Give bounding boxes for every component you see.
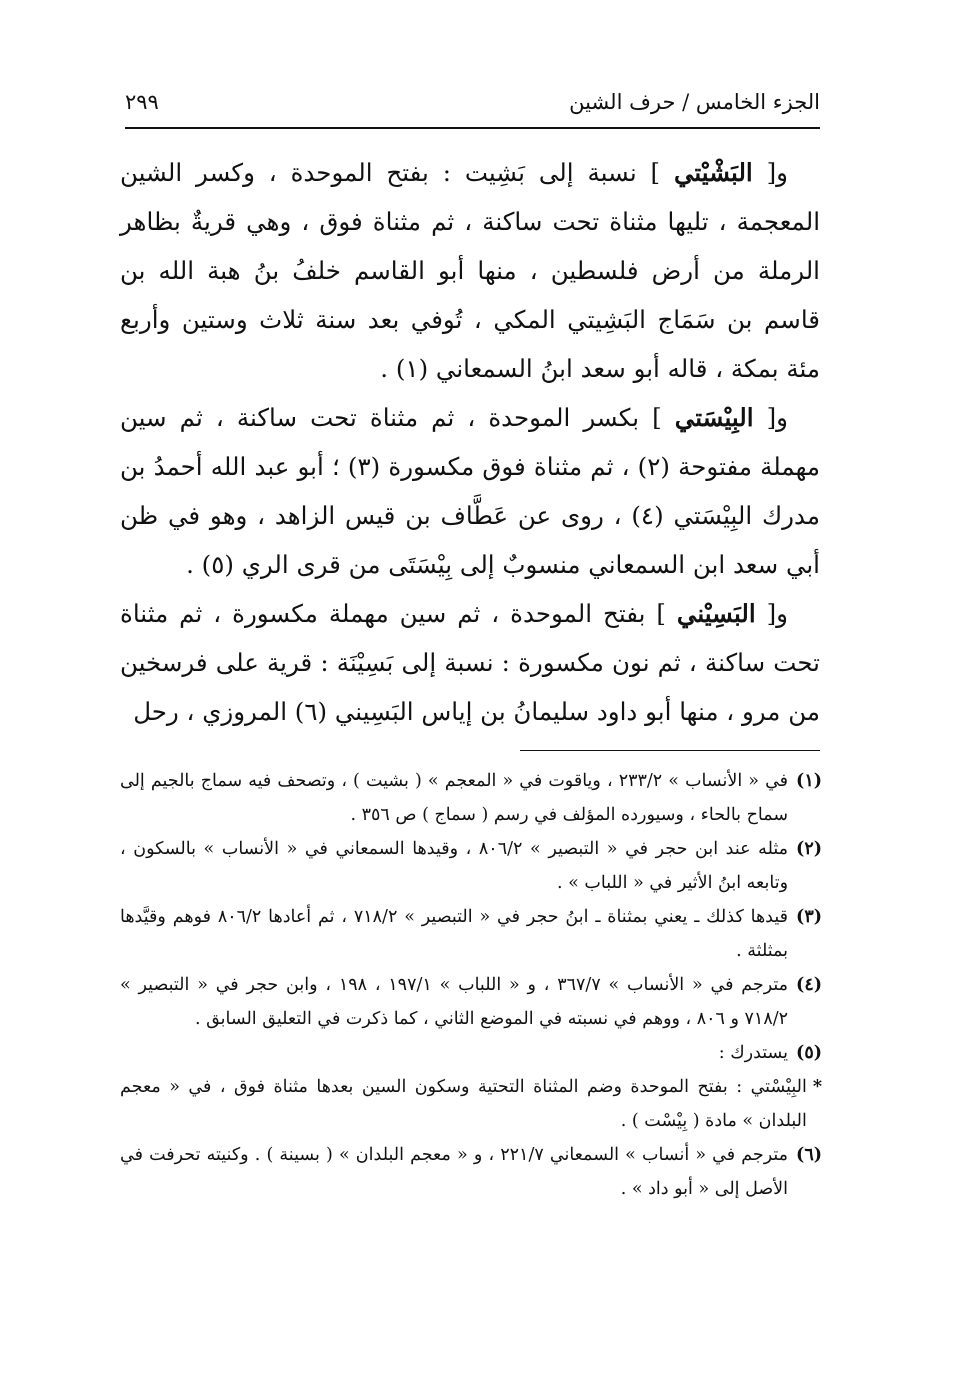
footnote-text: مثله عند ابن حجر في « التبصير » ٨٠٦/٢ ، وقيدها السمعاني في « الأنساب » بالسكون ، وتابعه ابنُ الأثير في « اللباب » . (120, 839, 789, 893)
footnotes (120, 764, 822, 1206)
running-title: الجزء الخامس / حرف الشين (569, 90, 820, 114)
footnote (120, 968, 822, 1036)
entry-prefix: و[ (766, 403, 788, 432)
footnote-rule (520, 750, 820, 751)
entry-text: ] نسبة إلى بَشِيت : بفتح الموحدة ، وكسر الشين المعجمة ، تليها مثناة تحت ساكنة ، ثم مثناة فوق ، وهي قريةٌ بظاهر الرملة من أرض فلسطين ، منها أبو القاسم خلفُ بنُ هبة الله بن قاسم بن سَمَاج البَشِيتي المكي ، تُوفي بعد سنة ثلاث وستين وأربع مئة بمكة ، قاله أبو سعد ابنُ السمعاني (١) . (120, 158, 820, 383)
entry-paragraph (120, 148, 820, 393)
footnote-number: (٥) (796, 1043, 822, 1063)
footnote (120, 1036, 822, 1070)
entry-text: ] بفتح الموحدة ، ثم سين مهملة مكسورة ، ثم مثناة تحت ساكنة ، ثم نون مكسورة : نسبة إلى بَسِيْنَة : قرية على فرسخين من مرو ، منها أبو داود سليمانُ بن إياس البَسِيني (٦) المروزي ، رحل (120, 599, 820, 726)
footnote-number: (٤) (796, 975, 822, 995)
footnote-text: مترجم في « الأنساب » ٣٦٧/٧ ، و « اللباب » ١٩٧/١ ، ١٩٨ ، وابن حجر في « التبصير » ٧١٨/٢ و ٨٠٦ ، ووهم في نسبته في الموضع الثاني ، كما ذكرت في التعليق السابق . (120, 975, 789, 1029)
footnote (120, 900, 822, 968)
entry-paragraph (120, 393, 820, 589)
entry-name: البَسِيْني (676, 599, 756, 628)
footnote-text: قيدها كذلك ـ يعني بمثناة ـ ابنُ حجر في « التبصير » ٧١٨/٢ ، ثم أعادها ٨٠٦/٢ فوهم وقيَّدها بمثلثة . (120, 907, 789, 961)
entry-paragraph (120, 589, 820, 736)
entry-prefix: و[ (766, 599, 789, 628)
footnote-number: (١) (796, 771, 822, 791)
star-marker: * (812, 1077, 822, 1097)
entry-name: البِيْسَتي (674, 403, 754, 432)
footnote (120, 832, 822, 900)
footnote-text: يستدرك : (718, 1043, 789, 1063)
footnote-text: البِيْسْتي : بفتح الموحدة وضم المثناة التحتية وسكون السين بعدها مثناة فوق ، في « معجم البلدان » مادة ( بِيْسْت ) . (120, 1077, 807, 1131)
footnote (120, 764, 822, 832)
footnote-number: (٢) (796, 839, 822, 859)
footnote-text: مترجم في « أنساب » السمعاني ٢٢١/٧ ، و « معجم البلدان » ( بسينة ) . وكنيته تحرفت في الأصل إلى « أبو داد » . (120, 1145, 789, 1199)
page-header (125, 82, 820, 122)
entry-name: البَشْيْتي (673, 158, 753, 187)
footnote (120, 1138, 822, 1206)
footnote-number: (٦) (796, 1145, 822, 1165)
footnote-text: في « الأنساب » ٢٣٣/٢ ، وياقوت في « المعجم » ( بشيت ) ، وتصحف فيه سماج بالجيم إلى سماح بالحاء ، وسيورده المؤلف في رسم ( سماج ) ص ٣٥٦ . (120, 771, 789, 825)
footnote-addendum (120, 1070, 822, 1138)
entry-prefix: و[ (766, 158, 788, 187)
main-text (120, 148, 820, 736)
page-number: ٢٩٩ (125, 90, 159, 114)
header-rule (125, 127, 820, 129)
footnote-number: (٣) (796, 907, 822, 927)
entry-text: ] بكسر الموحدة ، ثم مثناة تحت ساكنة ، ثم سين مهملة مفتوحة (٢) ، ثم مثناة فوق مكسورة (٣) ؛ أبو عبد الله أحمدُ بن مدرك البِيْسَتي (٤) ، روى عن عَطَّاف بن قيس الزاهد ، وهو في ظن أبي سعد ابن السمعاني منسوبٌ إلى بِيْسَتَى من قرى الري (٥) . (120, 403, 821, 579)
